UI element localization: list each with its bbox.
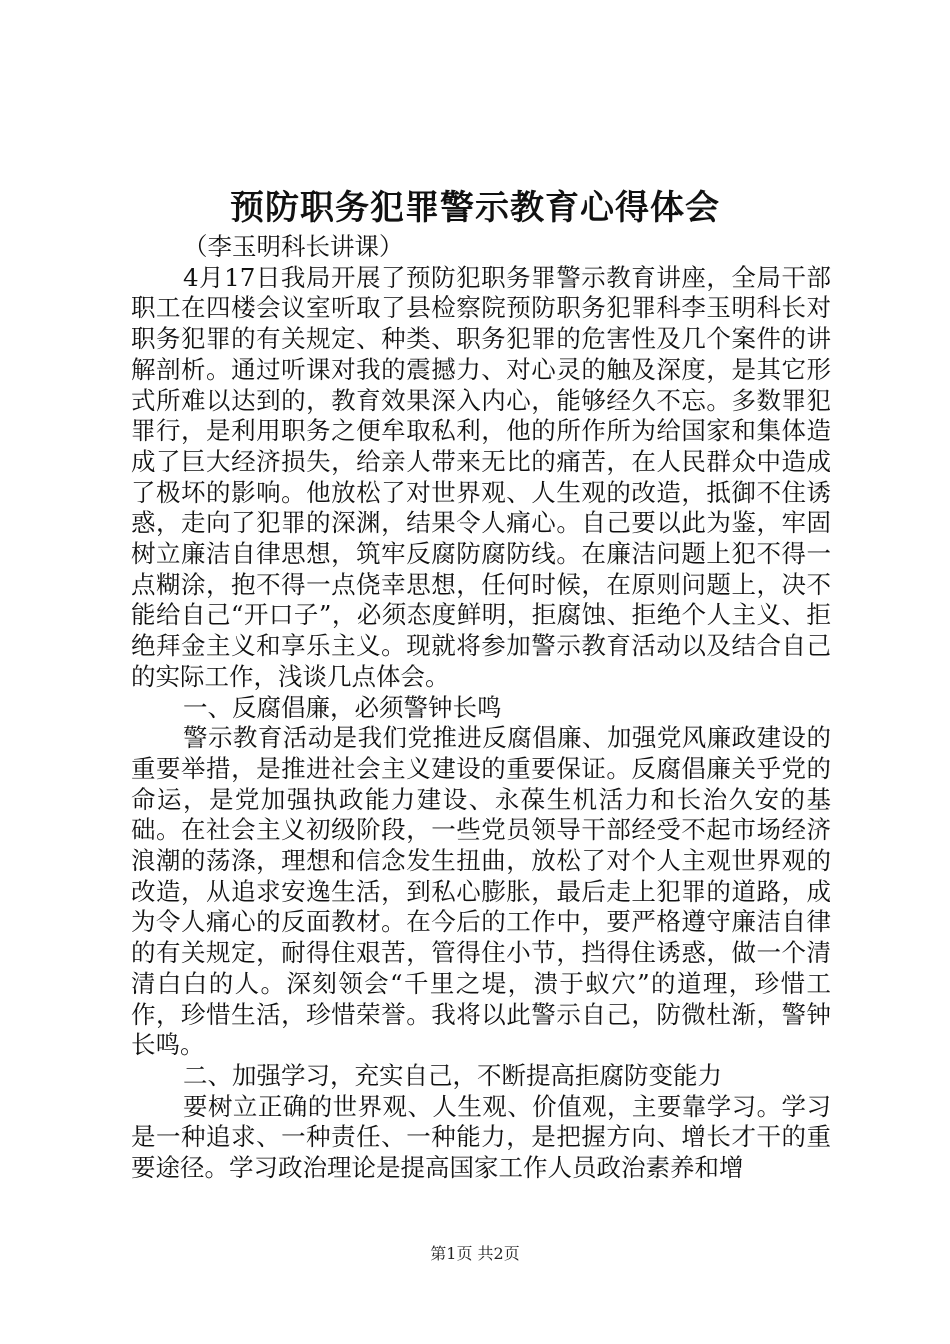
document-body: [131, 232, 831, 1184]
document-subtitle: （李玉明科长讲课）: [183, 232, 404, 261]
intro-paragraph: 4月17日我局开展了预防犯职务罪警示教育讲座，全局干部职工在四楼会议室听取了县检察院预防职务犯罪科李玉明科长对职务犯罪的有关规定、种类、职务犯罪的危害性及几个案件的讲解剖析。通过听课对我的震撼力、对心灵的触及深度，是其它形式所难以达到的，教育效果深入内心，能够经久不忘。多数罪犯罪行，是利用职务之便牟取私利，他的所作所为给国家和集体造成了巨大经济损失，给亲人带来无比的痛苦，在人民群众中造成了极坏的影响。他放松了对世界观、人生观的改造，抵御不住诱惑，走向了犯罪的深渊，结果令人痛心。自己要以此为鉴，牢固树立廉洁自律思想，筑牢反腐防腐防线。在廉洁问题上犯不得一点糊涂，抱不得一点侥幸思想，任何时候，在原则问题上，决不能给自己“开口子”，必须态度鲜明，拒腐蚀、拒绝个人主义、拒绝拜金主义和享乐主义。现就将参加警示教育活动以及结合自己的实际工作，浅谈几点体会。: [131, 262, 831, 691]
section-1-heading: 一、反腐倡廉，必须警钟长鸣: [183, 692, 502, 722]
section-2-paragraph: 要树立正确的世界观、人生观、价值观，主要靠学习。学习是一种追求、一种责任、一种能力，是把握方向、增长才干的重要途径。学习政治理论是提高国家工作人员政治素养和增: [131, 1091, 831, 1183]
page-footer: 第1页 共2页: [430, 1244, 520, 1263]
section-1-paragraph: 警示教育活动是我们党推进反腐倡廉、加强党风廉政建设的重要举措，是推进社会主义建设的重要保证。反腐倡廉关乎党的命运，是党加强执政能力建设、永葆生机活力和长治久安的基础。在社会主义初级阶段，一些党员领导干部经受不起市场经济浪潮的荡涤，理想和信念发生扭曲，放松了对个人主观世界观的改造，从追求安逸生活，到私心膨胀，最后走上犯罪的道路，成为令人痛心的反面教材。在今后的工作中，要严格遵守廉洁自律的有关规定，耐得住艰苦，管得住小节，挡得住诱惑，做一个清清白白的人。深刻领会“千里之堤，溃于蚁穴”的道理，珍惜工作，珍惜生活，珍惜荣誉。我将以此警示自己，防微杜渐，警钟长鸣。: [131, 723, 831, 1060]
section-2-heading: 二、加强学习，充实自己，不断提高拒腐防变能力: [183, 1060, 722, 1090]
document-title: 预防职务犯罪警示教育心得体会: [230, 188, 720, 228]
